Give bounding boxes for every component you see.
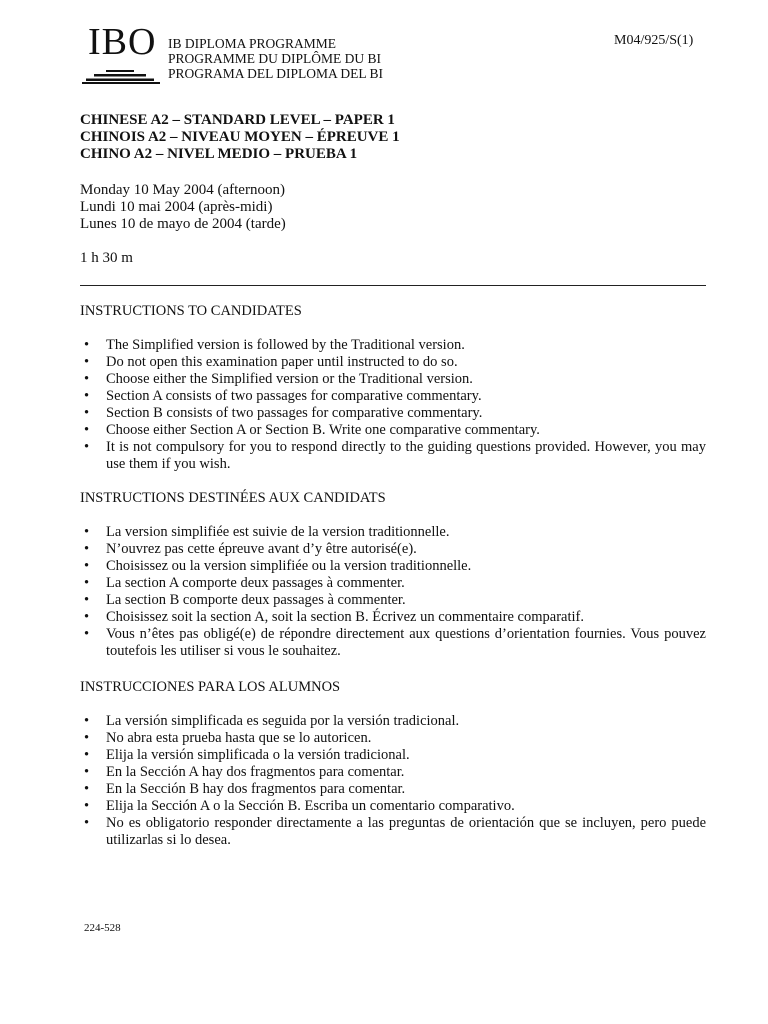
bullet-icon: • (84, 405, 90, 421)
list-item: • Vous n’êtes pas obligé(e) de répondre directement aux questions d’orientation fournies. Vous pouvez toutefois les utiliser si vous le souhaitez. (84, 626, 706, 659)
exam-dates (80, 182, 286, 233)
list-item: • La version simplifiée est suivie de la version traditionnelle. (84, 524, 450, 540)
instructions-es (80, 679, 706, 849)
bullet-icon: • (84, 337, 90, 353)
bullet-icon: • (84, 747, 90, 763)
title-es: CHINO A2 – NIVEL MEDIO – PRUEBA 1 (80, 146, 358, 162)
date-en: Monday 10 May 2004 (afternoon) (80, 182, 285, 198)
programme-line-fr: PROGRAMME DU DIPLÔME DU BI (168, 51, 382, 66)
logo-stripes-icon (82, 70, 160, 84)
list-item: • Section A consists of two passages for comparative commentary. (84, 388, 482, 404)
bullet-icon: • (84, 609, 90, 625)
list-item: • No abra esta prueba hasta que se lo autoricen. (84, 730, 372, 746)
bullet-icon: • (84, 781, 90, 797)
title-fr: CHINOIS A2 – NIVEAU MOYEN – ÉPREUVE 1 (80, 129, 400, 145)
list-item: • Choose either Section A or Section B. Write one comparative commentary. (84, 422, 540, 438)
section-heading: INSTRUCCIONES PARA LOS ALUMNOS (80, 679, 341, 695)
exam-duration: 1 h 30 m (80, 250, 133, 266)
bullet-icon: • (84, 575, 90, 591)
bullet-icon: • (84, 354, 90, 370)
list-item: • It is not compulsory for you to respond directly to the guiding questions provided. However, you may use them if you wish. (84, 439, 706, 472)
section-heading: INSTRUCTIONS TO CANDIDATES (80, 303, 302, 319)
list-item: • Choisissez soit la section A, soit la section B. Écrivez un commentaire comparatif. (84, 609, 584, 625)
section-heading: INSTRUCTIONS DESTINÉES AUX CANDIDATS (80, 490, 386, 506)
horizontal-divider (80, 285, 706, 286)
list-item: • La versión simplificada es seguida por la versión tradicional. (84, 713, 460, 729)
instruction-list (80, 337, 706, 473)
bullet-icon: • (84, 558, 90, 574)
bullet-icon: • (84, 626, 90, 642)
programme-line-en: IB DIPLOMA PROGRAMME (168, 36, 337, 51)
bullet-icon: • (84, 713, 90, 729)
document-number: 224-528 (84, 922, 121, 934)
list-item: • Elija la versión simplificada o la versión tradicional. (84, 747, 410, 763)
ibo-logo-text: IBO (88, 21, 157, 63)
list-item: • En la Sección A hay dos fragmentos para comentar. (84, 764, 405, 780)
programme-names (168, 36, 383, 81)
list-item: • Choose either the Simplified version or the Traditional version. (84, 371, 473, 387)
programme-line-es: PROGRAMA DEL DIPLOMA DEL BI (168, 66, 384, 81)
bullet-icon: • (84, 592, 90, 608)
bullet-icon: • (84, 439, 90, 455)
bullet-icon: • (84, 388, 90, 404)
list-item: • Choisissez ou la version simplifiée ou la version traditionnelle. (84, 558, 472, 574)
bullet-icon: • (84, 541, 90, 557)
list-item: • N’ouvrez pas cette épreuve avant d’y être autorisé(e). (84, 541, 417, 557)
instructions-en (80, 303, 706, 473)
title-en: CHINESE A2 – STANDARD LEVEL – PAPER 1 (80, 112, 395, 128)
bullet-icon: • (84, 422, 90, 438)
list-item: • La section A comporte deux passages à commenter. (84, 575, 405, 591)
instructions-fr (80, 490, 706, 660)
paper-titles (80, 112, 400, 163)
list-item: • No es obligatorio responder directamente a las preguntas de orientación que se incluyen, pero puede utilizarlas si lo desea. (84, 815, 706, 848)
date-es: Lunes 10 de mayo de 2004 (tarde) (80, 216, 286, 232)
bullet-icon: • (84, 798, 90, 814)
bullet-icon: • (84, 524, 90, 540)
list-item: • Do not open this examination paper until instructed to do so. (84, 354, 458, 370)
instruction-list (80, 524, 706, 660)
list-item: • En la Sección B hay dos fragmentos para comentar. (84, 781, 406, 797)
bullet-icon: • (84, 764, 90, 780)
bullet-icon: • (84, 730, 90, 746)
list-item: • Section B consists of two passages for comparative commentary. (84, 405, 483, 421)
bullet-icon: • (84, 371, 90, 387)
bullet-icon: • (84, 815, 90, 831)
list-item: • Elija la Sección A o la Sección B. Escriba un comentario comparativo. (84, 798, 515, 814)
instruction-list (80, 713, 706, 849)
paper-code: M04/925/S(1) (614, 33, 694, 48)
ibo-logo (78, 21, 160, 86)
list-item: • The Simplified version is followed by the Traditional version. (84, 337, 465, 353)
date-fr: Lundi 10 mai 2004 (après-midi) (80, 199, 273, 215)
list-item: • La section B comporte deux passages à commenter. (84, 592, 406, 608)
